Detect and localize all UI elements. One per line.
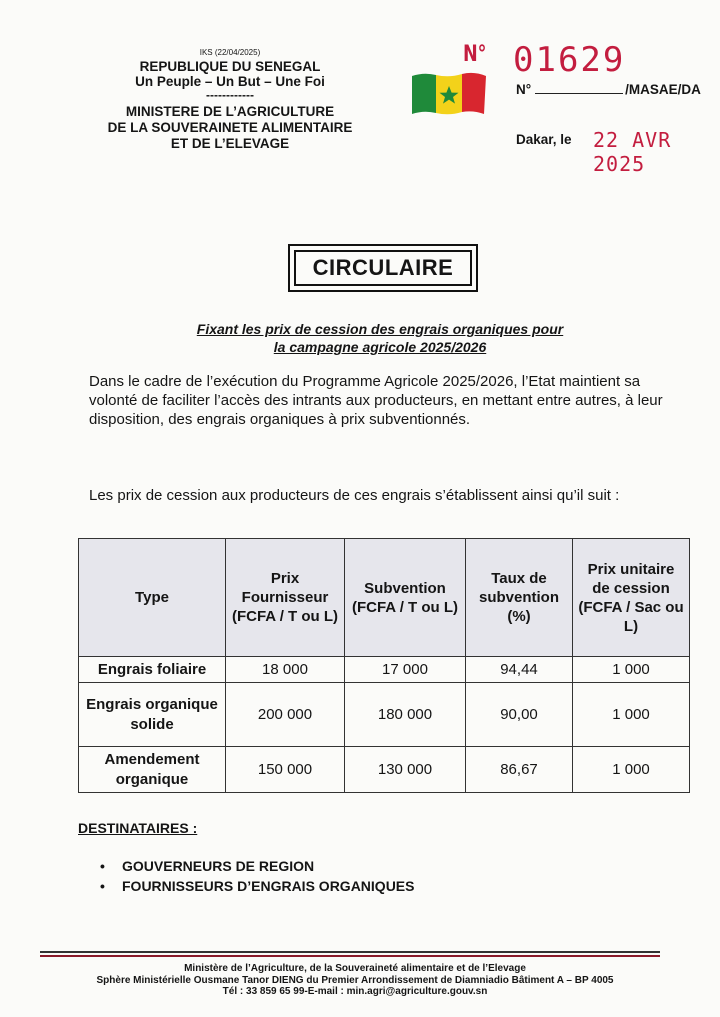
cell-subsidy: 17 000	[345, 657, 466, 683]
cell-supplier-price: 150 000	[226, 747, 345, 793]
cell-subsidy: 180 000	[345, 683, 466, 747]
footer-line-2: Sphère Ministérielle Ousmane Tanor DIENG du Premier Arrondissement de Diamniadio Bâtiment A – BP 4005	[96, 974, 614, 986]
place-label: Dakar, le	[516, 132, 572, 147]
intro-paragraph: Dans le cadre de l’exécution du Programme Agricole 2025/2026, l’Etat maintient sa volonté de faciliter l’accès des intrants aux producteurs, en mettant entre autres, à leur disposition, des engrais organiques à prix subventionnés.	[89, 373, 663, 428]
cell-subsidy-rate: 90,00	[466, 683, 573, 747]
table-row	[79, 683, 690, 747]
cell-supplier-price: 18 000	[226, 657, 345, 683]
cell-type: Engrais organique solide	[79, 683, 226, 747]
footer-line-1: Ministère de l’Agriculture, de la Souveraineté alimentaire et de l’Elevage	[184, 963, 526, 974]
cell-unit-price: 1 000	[573, 683, 690, 747]
title-box	[288, 244, 478, 292]
table-row	[79, 657, 690, 683]
ministry-line-1: MINISTERE DE L’AGRICULTURE	[125, 104, 335, 119]
footer-divider-accent	[40, 955, 660, 957]
table-row	[79, 747, 690, 793]
ministry-line-2: DE LA SOUVERAINETE ALIMENTAIRE	[107, 120, 353, 135]
subject	[120, 320, 640, 356]
reference-number-line	[516, 82, 701, 97]
cell-subsidy-rate: 94,44	[466, 657, 573, 683]
header-type: Type	[79, 539, 226, 657]
footer-divider	[40, 951, 660, 953]
header-subsidy-rate: Taux de subvention (%)	[466, 539, 573, 657]
footer-line-3: Tél : 33 859 65 99-E-mail : min.agri@agriculture.gouv.sn	[222, 986, 488, 997]
prices-intro: Les prix de cession aux producteurs de ces engrais s’établissent ainsi qu’il suit :	[89, 487, 620, 504]
recipients-list	[100, 856, 414, 896]
cell-type: Engrais foliaire	[79, 657, 226, 683]
ministry-line-3: ET DE L’ELEVAGE	[170, 136, 290, 151]
header-supplier-price: Prix Fournisseur (FCFA / T ou L)	[226, 539, 345, 657]
document-ref: IKS (22/04/2025)	[199, 48, 261, 57]
republic-name: REPUBLIQUE DU SENEGAL	[139, 59, 321, 74]
document-title: CIRCULAIRE	[294, 250, 472, 286]
header-unit-price: Prix unitaire de cession (FCFA / Sac ou L)	[573, 539, 690, 657]
header-separator: ------------	[206, 88, 254, 102]
price-table	[78, 538, 690, 793]
cell-type: Amendement organique	[79, 747, 226, 793]
cell-supplier-price: 200 000	[226, 683, 345, 747]
reference-suffix: /MASAE/DA	[625, 82, 701, 97]
issuer-header	[70, 48, 390, 152]
national-motto: Un Peuple – Un But – Une Foi	[135, 74, 325, 89]
recipients-label: DESTINATAIRES :	[78, 820, 198, 836]
date-stamp: 22 AVR 2025	[593, 128, 672, 176]
subject-line-1: Fixant les prix de cession des engrais organiques pour	[196, 321, 564, 337]
senegal-flag-icon	[410, 70, 488, 116]
stamp-number-label: N°	[462, 42, 487, 67]
footer	[30, 963, 680, 998]
number-label: N°	[516, 82, 532, 97]
cell-unit-price: 1 000	[573, 747, 690, 793]
table-header-row	[79, 539, 690, 657]
list-item: • GOUVERNEURS DE REGION	[100, 856, 414, 876]
number-blank-line	[535, 83, 623, 94]
list-item: • FOURNISSEURS D’ENGRAIS ORGANIQUES	[100, 876, 414, 896]
cell-subsidy-rate: 86,67	[466, 747, 573, 793]
header-subsidy: Subvention (FCFA / T ou L)	[345, 539, 466, 657]
cell-subsidy: 130 000	[345, 747, 466, 793]
stamp-number: 01629	[513, 40, 626, 80]
cell-unit-price: 1 000	[573, 657, 690, 683]
subject-line-2: la campagne agricole 2025/2026	[273, 339, 487, 355]
